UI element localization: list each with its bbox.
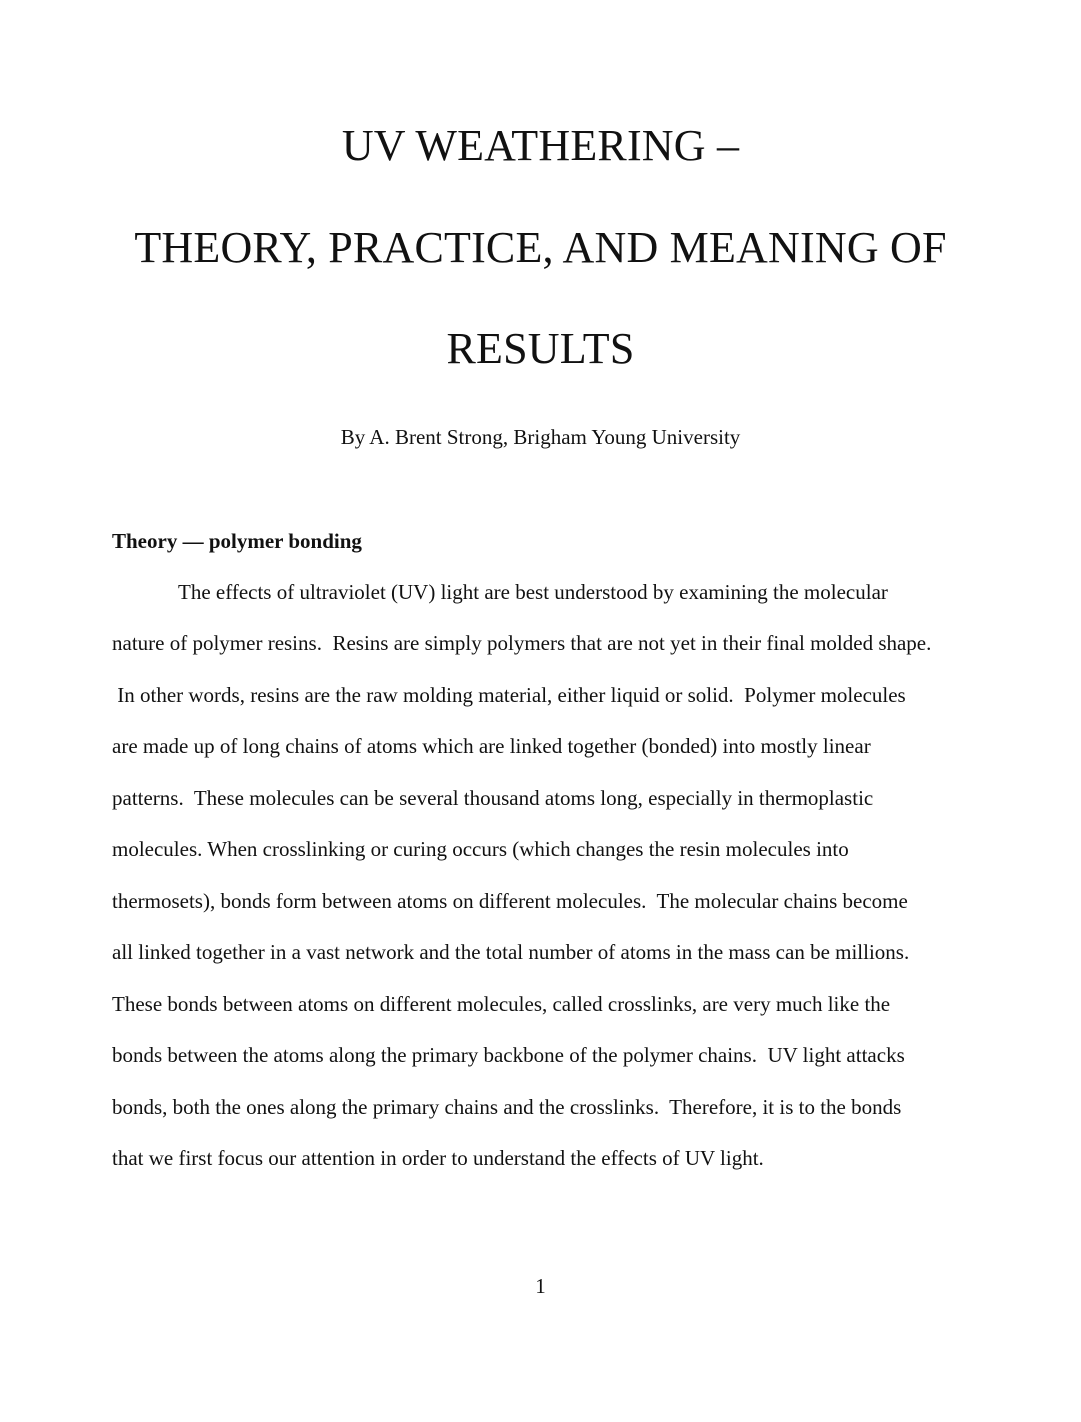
paragraph-line-1: The effects of ultraviolet (UV) light are best understood by examining the molecular [178, 580, 888, 604]
paragraph-line-2: nature of polymer resins. Resins are simply polymers that are not yet in their final molded shape. [112, 631, 932, 655]
author-byline: By A. Brent Strong, Brigham Young University [340, 425, 741, 449]
paragraph-line-9: These bonds between atoms on different molecules, called crosslinks, are very much like the [112, 992, 891, 1016]
page-number: 1 [535, 1274, 546, 1298]
paragraph-line-12: that we first focus our attention in order to understand the effects of UV light. [112, 1146, 764, 1170]
paragraph-line-7: thermosets), bonds form between atoms on different molecules. The molecular chains become [112, 889, 908, 913]
paragraph-line-3: In other words, resins are the raw molding material, either liquid or solid. Polymer molecules [112, 683, 906, 707]
paragraph-line-10: bonds between the atoms along the primary backbone of the polymer chains. UV light attacks [112, 1043, 905, 1067]
title-line-1: UV WEATHERING – [341, 121, 740, 170]
paragraph-line-5: patterns. These molecules can be several thousand atoms long, especially in thermoplastic [112, 786, 874, 810]
paragraph-line-6: molecules. When crosslinking or curing occurs (which changes the resin molecules into [112, 837, 849, 861]
title-line-2: THEORY, PRACTICE, AND MEANING OF [134, 223, 947, 272]
paragraph-line-4: are made up of long chains of atoms which are linked together (bonded) into mostly linear [112, 734, 871, 758]
paragraph-line-8: all linked together in a vast network and the total number of atoms in the mass can be millions. [112, 940, 910, 964]
title-line-3: RESULTS [446, 324, 635, 373]
paragraph-line-11: bonds, both the ones along the primary chains and the crosslinks. Therefore, it is to the bonds [112, 1095, 902, 1119]
section-heading: Theory — polymer bonding [112, 529, 362, 553]
